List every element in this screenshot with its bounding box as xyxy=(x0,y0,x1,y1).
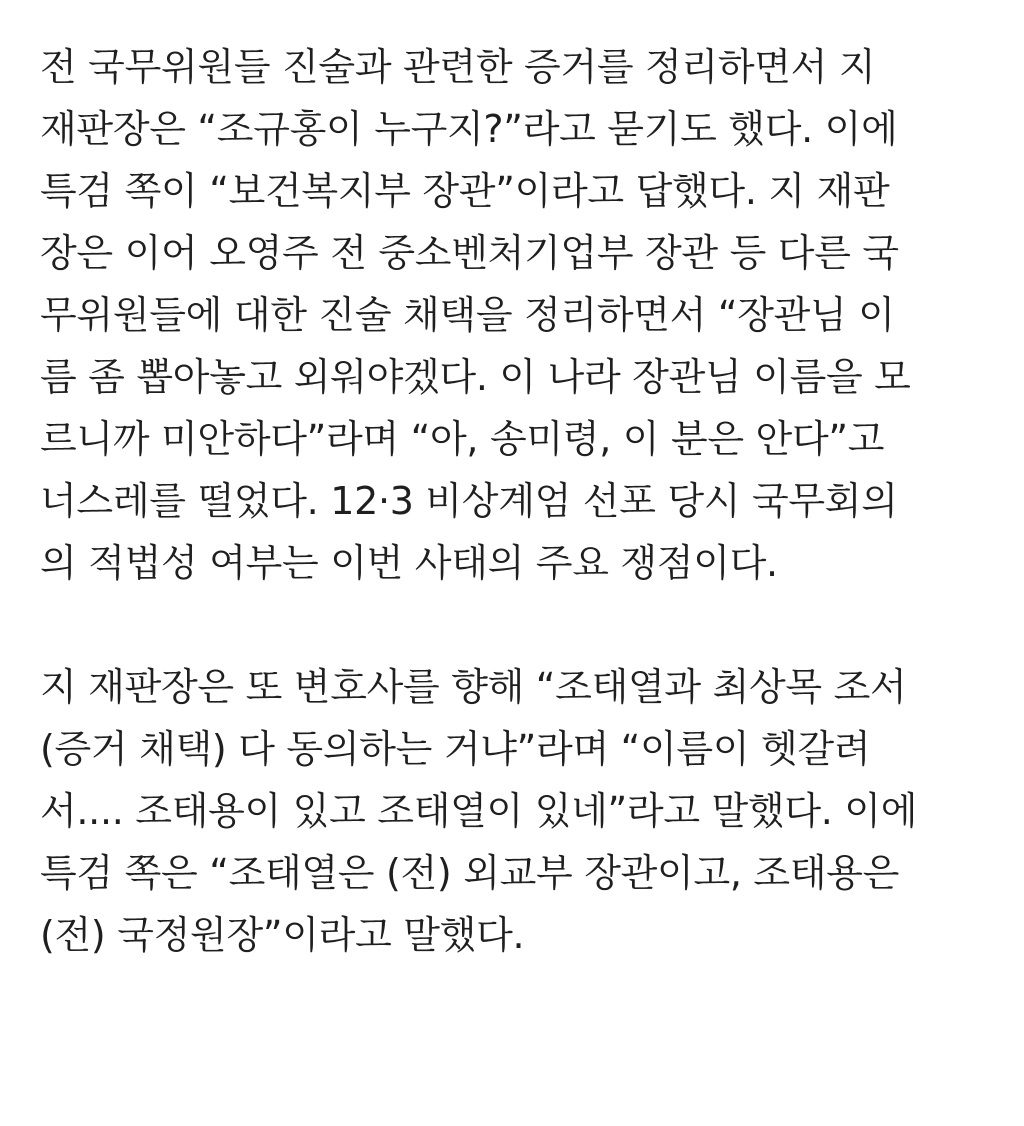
text-line: 르니까 미안하다”라며 “아, 송미령, 이 분은 안다”고 xyxy=(40,417,885,461)
text-line: (증거 채택) 다 동의하는 거냐”라며 “이름이 헷갈려 xyxy=(40,727,871,771)
text-line: 름 좀 뽑아놓고 외워야겠다. 이 나라 장관님 이름을 모 xyxy=(40,355,911,399)
text-line: (전) 국정원장”이라고 말했다. xyxy=(40,913,525,957)
paragraph xyxy=(40,36,1000,594)
text-line: 장은 이어 오영주 전 중소벤처기업부 장관 등 다른 국 xyxy=(40,231,899,275)
text-line: 서.... 조태용이 있고 조태열이 있네”라고 말했다. 이에 xyxy=(40,789,918,833)
text-line: 의 적법성 여부는 이번 사태의 주요 쟁점이다. xyxy=(40,541,778,585)
paragraph xyxy=(40,656,1000,966)
text-line: 전 국무위원들 진술과 관련한 증거를 정리하면서 지 xyxy=(40,45,876,89)
text-line: 너스레를 떨었다. 12·3 비상계엄 선포 당시 국무회의 xyxy=(40,479,898,523)
text-line: 특검 쪽이 “보건복지부 장관”이라고 답했다. 지 재판 xyxy=(40,169,890,213)
text-line: 특검 쪽은 “조태열은 (전) 외교부 장관이고, 조태용은 xyxy=(40,851,900,895)
text-line: 재판장은 “조규홍이 누구지?”라고 묻기도 했다. 이에 xyxy=(40,107,898,151)
text-line: 무위원들에 대한 진술 채택을 정리하면서 “장관님 이 xyxy=(40,293,895,337)
article-body xyxy=(40,36,1000,966)
text-line: 지 재판장은 또 변호사를 향해 “조태열과 최상목 조서 xyxy=(40,665,907,709)
